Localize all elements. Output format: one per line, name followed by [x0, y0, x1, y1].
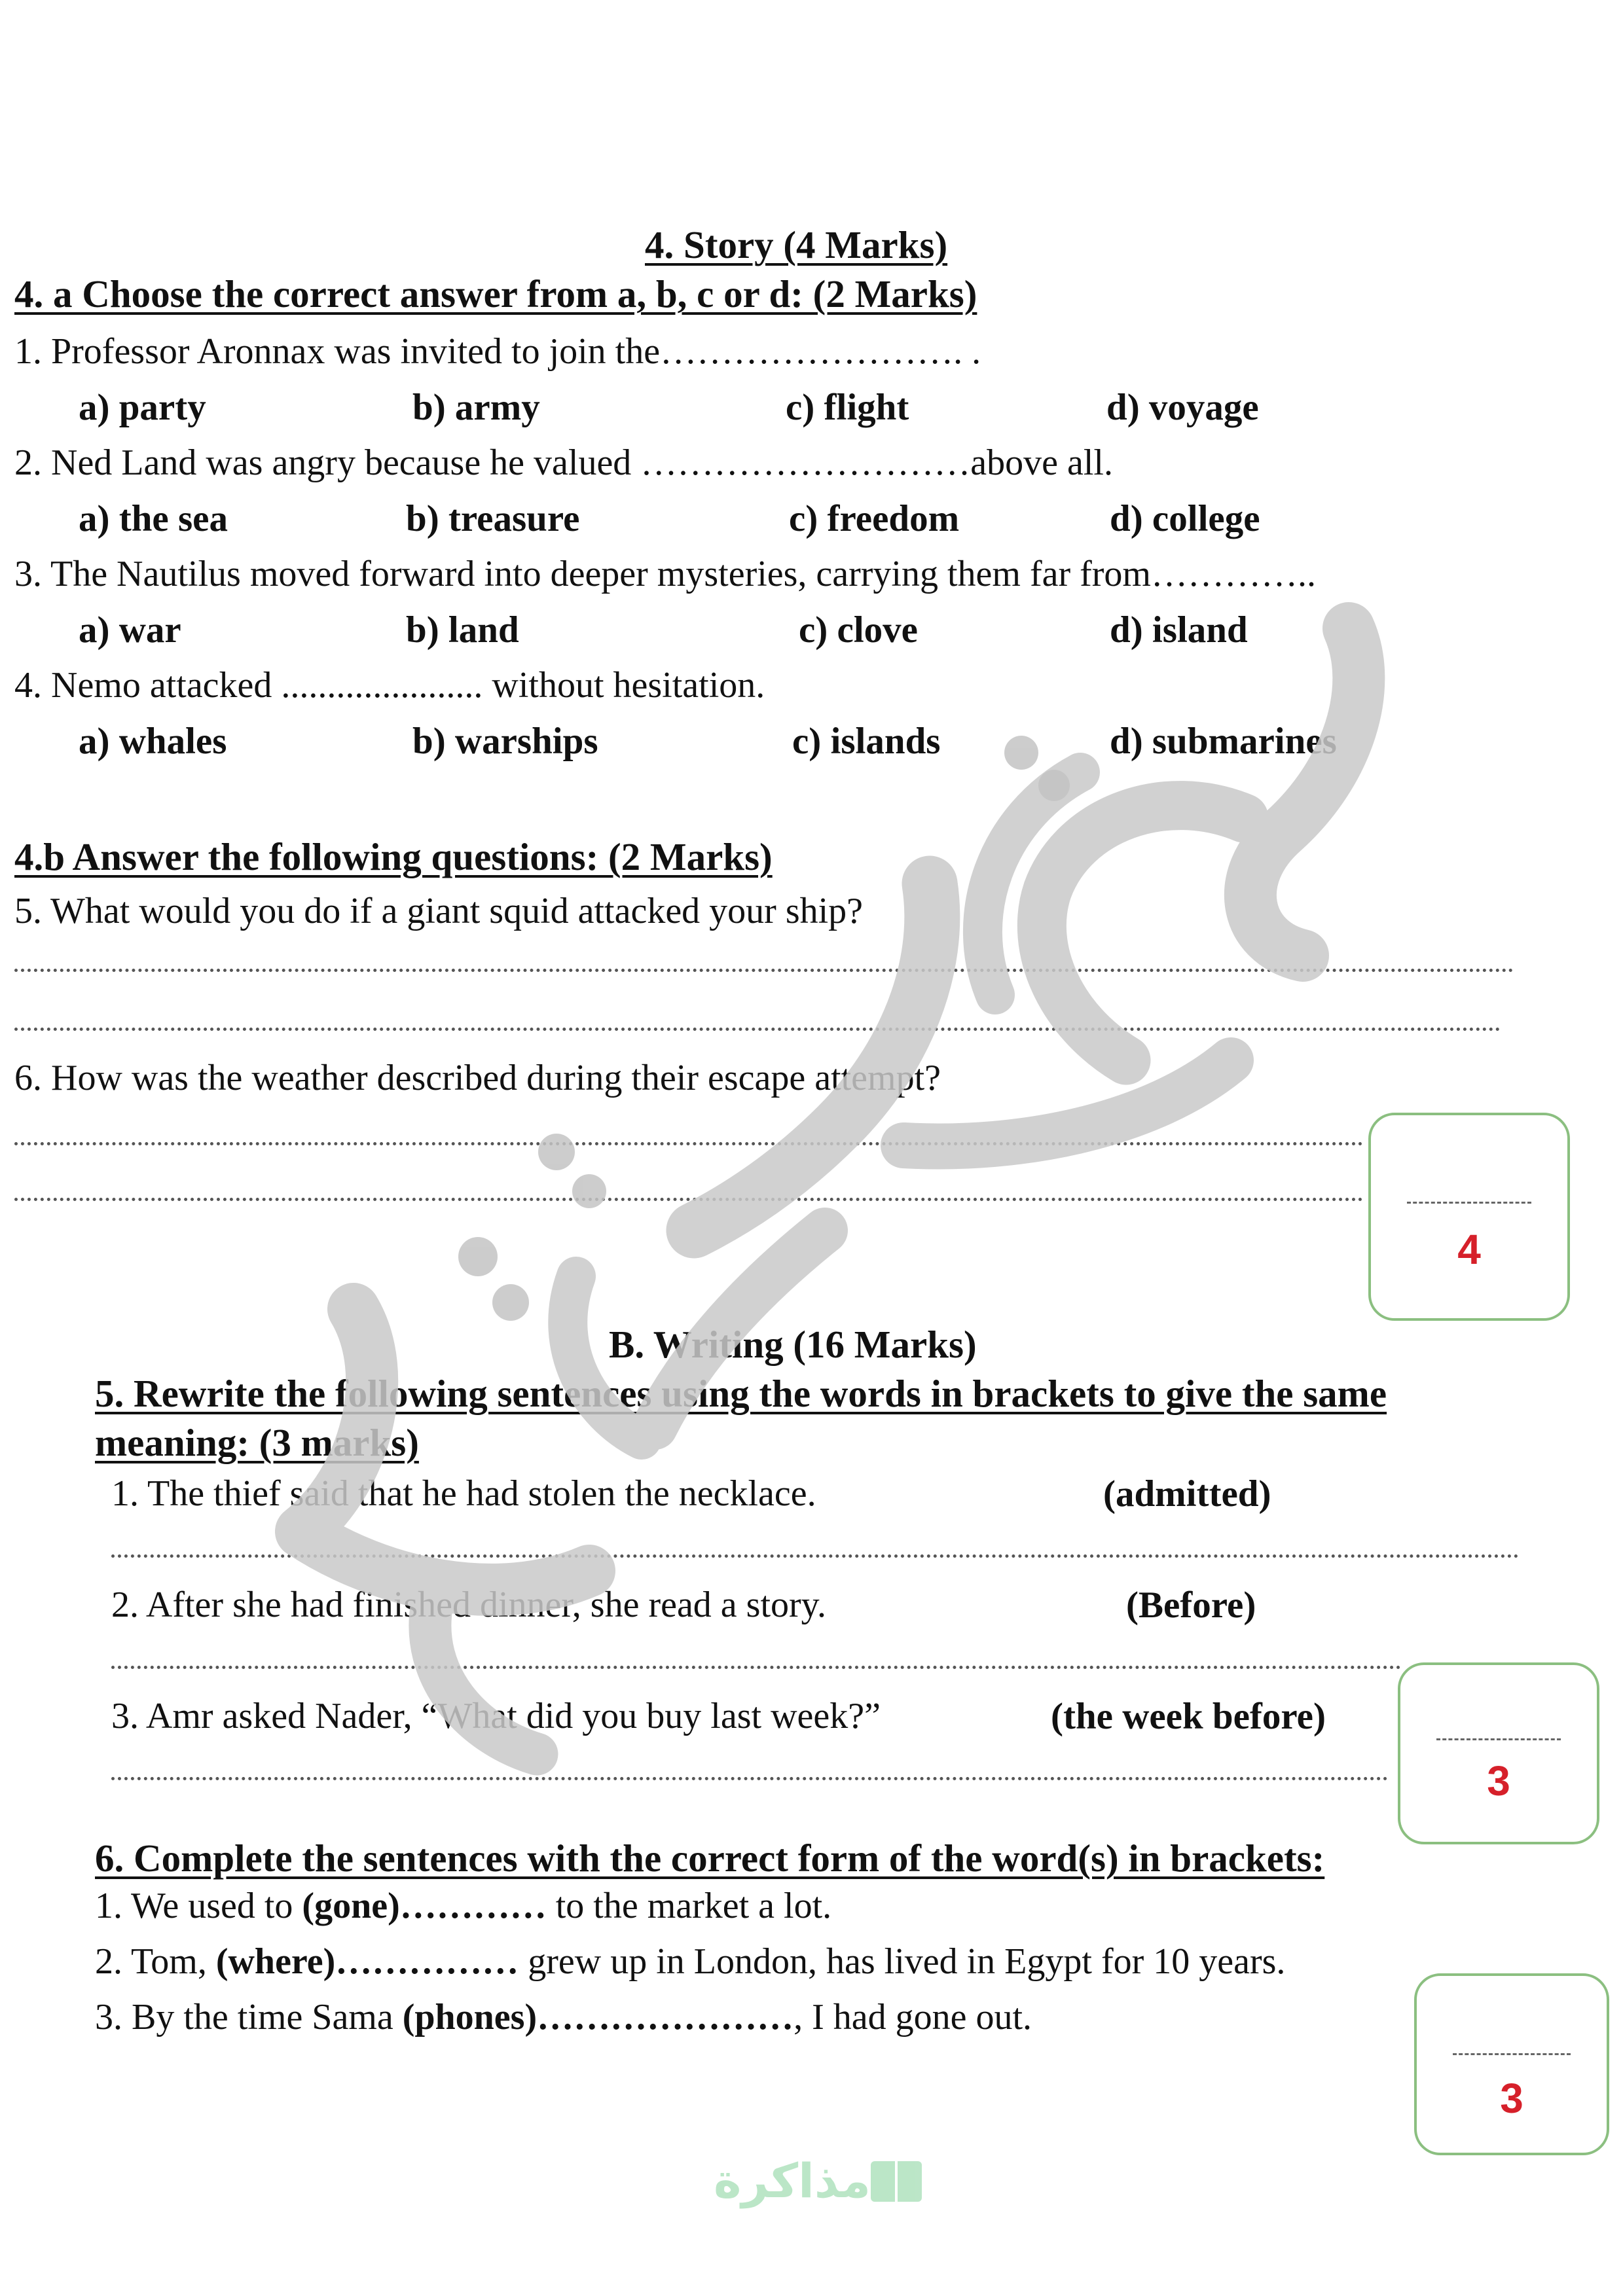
q4-option-a: a) whales: [79, 721, 227, 762]
complete-1: [95, 1885, 831, 1927]
part-a-heading: 4. a Choose the correct answer from a, b, c or d: (2 Marks): [14, 272, 977, 315]
writing-title: B. Writing (16 Marks): [609, 1323, 977, 1366]
mark-divider: [1436, 1738, 1561, 1740]
watermark-dot: [1038, 770, 1070, 801]
complete-2-pre: 2. Tom,: [95, 1941, 216, 1982]
q1-option-d: d) voyage: [1106, 387, 1259, 428]
watermark-dot: [572, 1174, 606, 1208]
footer-logo: [714, 2147, 923, 2219]
answer-line-q5-1[interactable]: [14, 969, 1514, 972]
q2-option-a: a) the sea: [79, 498, 228, 539]
complete-3-word: (phones): [402, 1997, 538, 2037]
q2-option-d: d) college: [1110, 498, 1260, 539]
q1-option-a: a) party: [79, 387, 206, 428]
story-mark-box: [1368, 1113, 1570, 1321]
complete-3: [95, 1996, 1032, 2038]
complete-2: [95, 1941, 1285, 1982]
complete-1-pre: 1. We used to: [95, 1886, 302, 1926]
section-5-mark-box: [1398, 1662, 1599, 1844]
watermark-dot: [458, 1237, 498, 1276]
complete-3-post: , I had gone out.: [793, 1997, 1032, 2037]
complete-1-blank[interactable]: …………: [399, 1886, 547, 1926]
question-4-stem: 4. Nemo attacked ...................... without hesitation.: [14, 665, 765, 706]
section-6-mark-box: [1414, 1973, 1609, 2155]
rewrite-3-word: (the week before): [1051, 1696, 1326, 1737]
answer-line-rewrite-2[interactable]: [111, 1666, 1401, 1669]
q1-option-c: c) flight: [786, 387, 909, 428]
complete-2-word: (where): [215, 1941, 336, 1982]
q4-option-b: b) warships: [412, 721, 598, 762]
mark-divider: [1453, 2053, 1571, 2055]
complete-3-pre: 3. By the time Sama: [95, 1997, 403, 2037]
watermark-stroke: [1250, 628, 1359, 956]
section-5-heading-line2: meaning: (3 marks): [95, 1421, 419, 1464]
complete-2-post: grew up in London, has lived in Egypt for 10 years.: [519, 1941, 1286, 1982]
section-5-heading-line1: 5. Rewrite the following sentences using the words in brackets to give the same: [95, 1372, 1387, 1415]
complete-1-post: to the market a lot.: [546, 1886, 832, 1926]
q4-option-c: c) islands: [792, 721, 941, 762]
answer-line-rewrite-3[interactable]: [111, 1777, 1388, 1780]
complete-3-blank[interactable]: …………………: [537, 1997, 794, 2037]
question-3-stem: 3. The Nautilus moved forward into deeper mysteries, carrying them far from…………..: [14, 554, 1316, 594]
q3-option-d: d) island: [1110, 609, 1248, 651]
question-6: 6. How was the weather described during their escape attempt?: [14, 1058, 941, 1098]
q4-option-d: d) submarines: [1110, 721, 1337, 762]
q2-option-b: b) treasure: [406, 498, 580, 539]
footer-logo-text: مذاكرة: [714, 2153, 871, 2208]
q3-option-c: c) clove: [799, 609, 918, 651]
watermark-stroke: [1042, 806, 1244, 1060]
part-b-heading: 4.b Answer the following questions: (2 Marks): [14, 835, 773, 878]
rewrite-2-word: (Before): [1126, 1585, 1256, 1626]
book-icon: [871, 2161, 922, 2202]
q2-option-c: c) freedom: [789, 498, 960, 539]
question-1-stem: 1. Professor Aronnax was invited to join the……………………. .: [14, 331, 981, 372]
q1-option-b: b) army: [412, 387, 540, 428]
watermark-dot: [492, 1284, 529, 1321]
section-5-mark-value: 3: [1487, 1757, 1510, 1804]
answer-line-rewrite-1[interactable]: [111, 1554, 1519, 1558]
section-6-heading: 6. Complete the sentences with the correct form of the word(s) in brackets:: [95, 1837, 1325, 1880]
question-2-stem: 2. Ned Land was angry because he valued ………………………above all.: [14, 442, 1113, 483]
watermark-dot: [538, 1134, 575, 1170]
complete-2-blank[interactable]: ……………: [335, 1941, 519, 1982]
complete-1-word: (gone): [302, 1886, 400, 1926]
rewrite-1-sentence: 1. The thief said that he had stolen the necklace.: [111, 1473, 816, 1514]
answer-line-q6-2[interactable]: [14, 1198, 1363, 1201]
q3-option-b: b) land: [406, 609, 519, 651]
story-mark-value: 4: [1457, 1226, 1481, 1273]
answer-line-q6-1[interactable]: [14, 1142, 1363, 1145]
watermark-stroke: [983, 772, 1080, 995]
rewrite-2-sentence: 2. After she had finished dinner, she read a story.: [111, 1585, 827, 1625]
mark-divider: [1407, 1202, 1531, 1204]
q3-option-a: a) war: [79, 609, 181, 651]
rewrite-3-sentence: 3. Amr asked Nader, “What did you buy last week?”: [111, 1696, 881, 1736]
watermark-dot: [1004, 736, 1038, 770]
question-5: 5. What would you do if a giant squid attacked your ship?: [14, 891, 864, 931]
answer-line-q5-2[interactable]: [14, 1028, 1501, 1031]
section-6-mark-value: 3: [1500, 2075, 1523, 2122]
rewrite-1-word: (admitted): [1103, 1473, 1271, 1515]
story-title: 4. Story (4 Marks): [645, 223, 948, 266]
watermark-stroke: [903, 1060, 1231, 1146]
